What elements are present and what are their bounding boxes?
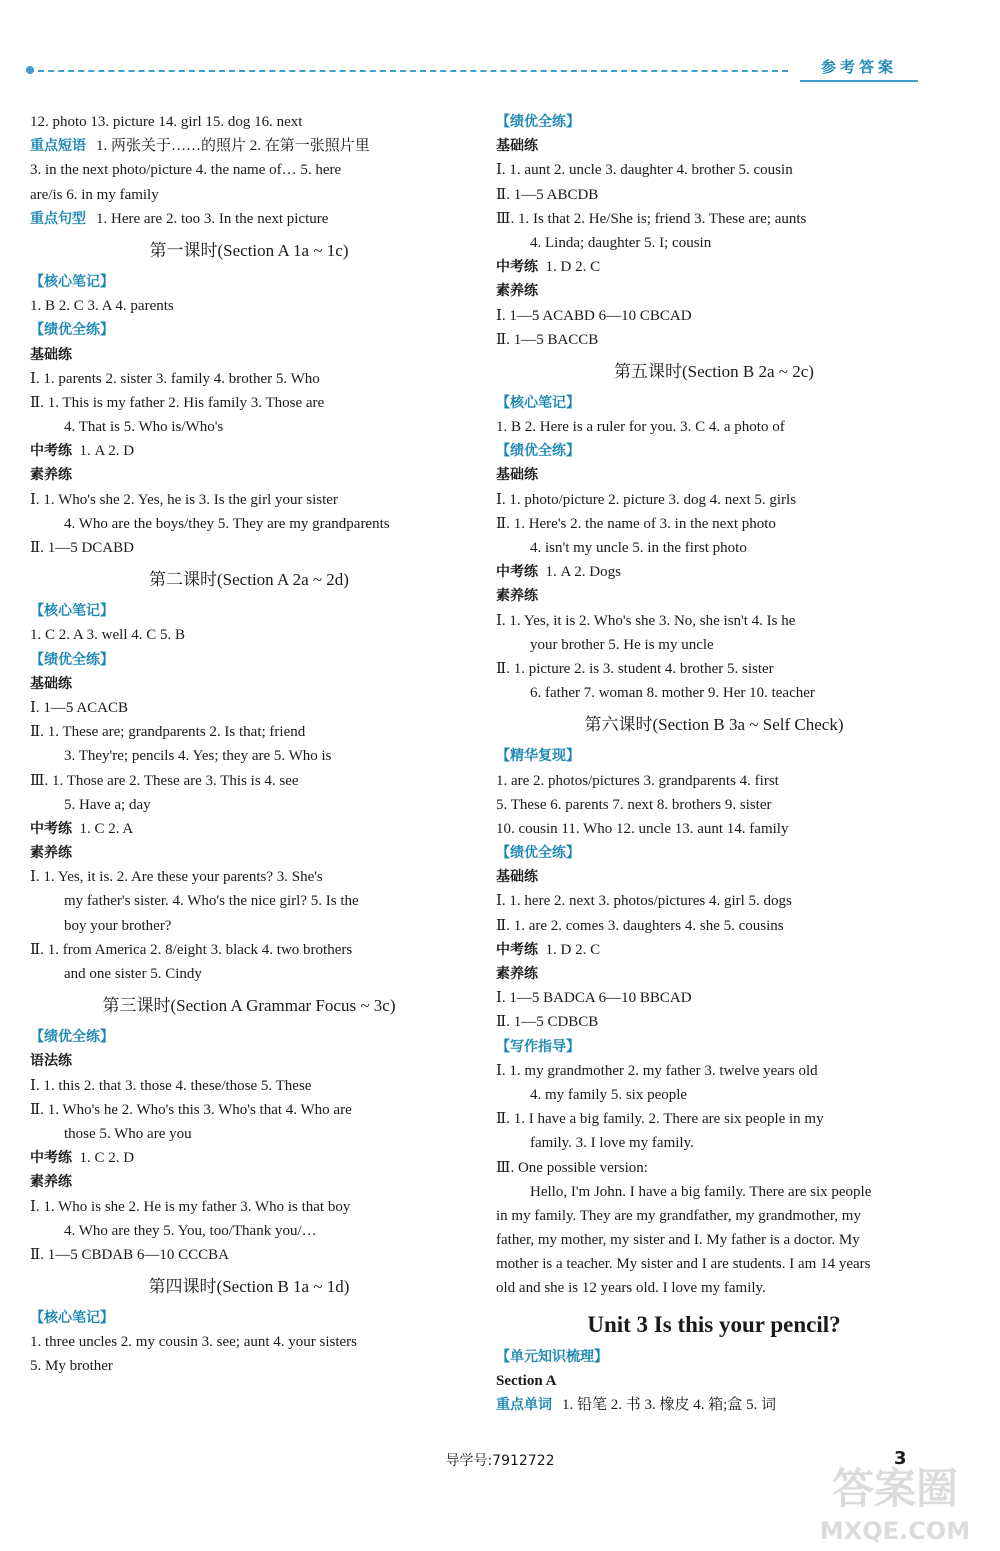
answer-line: Ⅰ. 1. Yes, it is 2. Who's she 3. No, she isn't 4. Is he — [496, 612, 796, 629]
answer-line: 5. Have a; day — [64, 796, 151, 813]
header-title: 参考答案 — [800, 54, 918, 82]
answer-line: 4. isn't my uncle 5. in the first photo — [530, 540, 747, 556]
answer-line: Ⅱ. 1—5 BACCB — [496, 331, 599, 348]
section-tag: 【写作指导】 — [496, 1038, 580, 1055]
key-words-tag: 重点单词 — [496, 1397, 552, 1413]
section-tag: 【绩优全练】 — [30, 1029, 114, 1046]
answer-line: Ⅰ. 1. parents 2. sister 3. family 4. brother 5. Who — [30, 370, 320, 387]
answer-line: Ⅰ. 1. here 2. next 3. photos/pictures 4. girl 5. dogs — [496, 893, 792, 910]
answer-line: Ⅰ. 1. Yes, it is. 2. Are these your parents? 3. She's — [30, 869, 323, 886]
exercise-label: 素养练 — [496, 966, 538, 982]
answer-line: Ⅰ. 1. my grandmother 2. my father 3. twelve years old — [496, 1062, 818, 1079]
lesson-heading: 第二课时(Section A 2a ~ 2d) — [149, 570, 349, 590]
left-column — [30, 110, 468, 1379]
section-tag: 【绩优全练】 — [30, 322, 114, 339]
answer-line: 6. father 7. woman 8. mother 9. Her 10. teacher — [530, 685, 815, 702]
exercise-label: 中考练 — [30, 820, 72, 837]
exercise-label: 语法练 — [30, 1053, 72, 1070]
page-number: 3 — [894, 1448, 907, 1469]
answer-line: Ⅰ. 1—5 ACACB — [30, 699, 129, 716]
answer-line: 1. C 2. A 3. well 4. C 5. B — [30, 627, 186, 644]
answer-line: Ⅱ. 1. Here's 2. the name of 3. in the next photo — [496, 515, 776, 532]
essay-line: mother is a teacher. My sister and I are students. I am 14 years — [496, 1256, 871, 1273]
answer-line: 3. in the next photo/picture 4. the name of… 5. here — [30, 162, 342, 179]
answer-line: Ⅲ. 1. Those are 2. These are 3. This is 4. see — [30, 772, 299, 789]
lesson-heading: 第五课时(Section B 2a ~ 2c) — [614, 361, 814, 381]
answer-line: 1. are 2. photos/pictures 3. grandparents 4. first — [496, 772, 779, 789]
exercise-label: 基础练 — [30, 675, 72, 692]
answer-line: 1. three uncles 2. my cousin 3. see; aunt 4. your sisters — [30, 1334, 358, 1351]
answer-line: Ⅰ. 1. aunt 2. uncle 3. daughter 4. brother 5. cousin — [496, 162, 793, 179]
answer-line: Ⅱ. 1. are 2. comes 3. daughters 4. she 5. cousins — [496, 917, 784, 934]
lesson-heading: 第一课时(Section A 1a ~ 1c) — [149, 240, 349, 260]
section-tag: 【绩优全练】 — [496, 845, 580, 862]
exercise-label: 基础练 — [496, 467, 538, 484]
section-tag: 【核心笔记】 — [30, 1310, 114, 1327]
watermark-logo — [800, 1455, 990, 1547]
answer-line: 中考练 1. C 2. A — [30, 820, 134, 837]
footer-code: 导学号:7912722 — [445, 1453, 555, 1469]
answer-line: 5. These 6. parents 7. next 8. brothers 9. sister — [496, 796, 772, 813]
answer-line: Ⅰ. 1. Who's she 2. Yes, he is 3. Is the girl your sister — [30, 491, 338, 508]
answer-line: Ⅱ. 1. This is my father 2. His family 3. Those are — [30, 394, 325, 411]
answer-line: my father's sister. 4. Who's the nice girl? 5. Is the — [64, 893, 359, 910]
answer-line: 中考练 1. D 2. C — [496, 941, 601, 958]
answer-line: 中考练 1. A 2. D — [30, 443, 135, 460]
answer-line: your brother 5. He is my uncle — [530, 636, 714, 653]
answer-line: family. 3. I love my family. — [530, 1135, 694, 1152]
section-tag: 【绩优全练】 — [30, 651, 114, 668]
answer-line: Ⅱ. 1—5 CDBCB — [496, 1014, 599, 1031]
lesson-heading: 第四课时(Section B 1a ~ 1d) — [148, 1277, 350, 1297]
section-tag: 【绩优全练】 — [496, 114, 580, 130]
answer-line: are/is 6. in my family — [30, 186, 159, 203]
essay-line: in my family. They are my grandfather, my grandmother, my — [496, 1207, 861, 1224]
unit-title: Unit 3 Is this your pencil? — [587, 1311, 841, 1337]
exercise-label: 中考练 — [30, 1150, 72, 1167]
answer-line: 1. B 2. Here is a ruler for you. 3. C 4. a photo of — [496, 419, 785, 436]
section-tag: 【核心笔记】 — [496, 394, 580, 411]
answer-line: Ⅱ. 1. I have a big family. 2. There are six people in my — [496, 1111, 824, 1128]
answer-line: Ⅱ. 1—5 ABCDB — [496, 186, 599, 203]
exercise-label: 素养练 — [30, 467, 72, 484]
answer-line: Ⅱ. 1. from America 2. 8/eight 3. black 4. two brothers — [30, 941, 353, 958]
answer-line: 10. cousin 11. Who 12. uncle 13. aunt 14. family — [496, 820, 789, 837]
exercise-label: 中考练 — [496, 564, 538, 581]
answer-line: 3. They're; pencils 4. Yes; they are 5. Who is — [64, 748, 332, 765]
essay-line: old and she is 12 years old. I love my family. — [496, 1280, 766, 1297]
section-tag: 【核心笔记】 — [30, 273, 114, 290]
exercise-label: 中考练 — [496, 941, 538, 958]
answer-line: Ⅲ. 1. Is that 2. He/She is; friend 3. These are; aunts — [496, 210, 807, 227]
answer-line: Ⅱ. 1. These are; grandparents 2. Is that; friend — [30, 724, 306, 741]
essay-line: father, my mother, my sister and I. My father is a doctor. My — [496, 1232, 860, 1249]
essay-line: Hello, I'm John. I have a big family. There are six people — [530, 1183, 872, 1200]
answer-line: 4. my family 5. six people — [530, 1086, 688, 1103]
answer-line: 4. Who are they 5. You, too/Thank you/… — [64, 1222, 317, 1239]
exercise-label: 素养练 — [30, 845, 72, 862]
answer-line: and one sister 5. Cindy — [64, 966, 202, 982]
exercise-label: 中考练 — [30, 443, 72, 460]
answer-line: Ⅱ. 1. Who's he 2. Who's this 3. Who's that 4. Who are — [30, 1101, 352, 1118]
exercise-label: 基础练 — [30, 346, 72, 363]
answer-line: Ⅱ. 1—5 DCABD — [30, 540, 134, 556]
answer-line: Ⅱ. 1—5 CBDAB 6—10 CCCBA — [30, 1246, 229, 1263]
answer-line: 中考练 1. A 2. Dogs — [496, 564, 621, 581]
answer-line: Ⅰ. 1—5 ACABD 6—10 CBCAD — [496, 307, 692, 324]
header-divider — [28, 70, 788, 72]
exercise-label: 中考练 — [496, 259, 538, 276]
answer-line: Ⅰ. 1. this 2. that 3. those 4. these/those 5. These — [30, 1077, 312, 1094]
section-tag: 【核心笔记】 — [30, 603, 114, 620]
answer-line: 重点句型 1. Here are 2. too 3. In the next picture — [30, 210, 329, 227]
section-tag: 【单元知识梳理】 — [496, 1348, 608, 1365]
exercise-label: 基础练 — [496, 869, 538, 886]
exercise-label: 素养练 — [496, 588, 538, 605]
key-phrases-tag: 重点短语 — [30, 138, 86, 155]
lesson-heading: 第三课时(Section A Grammar Focus ~ 3c) — [102, 996, 396, 1016]
watermark-url: MXQE.COM — [819, 1517, 971, 1545]
section-tag: 【绩优全练】 — [496, 443, 580, 460]
answer-line: boy your brother? — [64, 917, 172, 934]
answer-line: Ⅱ. 1. picture 2. is 3. student 4. brother 5. sister — [496, 660, 774, 677]
right-column — [496, 110, 932, 1417]
answer-line: 中考练 1. C 2. D — [30, 1150, 135, 1167]
answer-line: 4. Who are the boys/they 5. They are my grandparents — [64, 515, 390, 532]
exercise-label: 基础练 — [496, 138, 538, 155]
section-tag: 【精华复现】 — [496, 748, 580, 765]
exercise-label: 素养练 — [30, 1174, 72, 1191]
exercise-label: 素养练 — [496, 283, 538, 300]
answer-line: Ⅰ. 1—5 BADCA 6—10 BBCAD — [496, 990, 692, 1007]
answer-line: 4. That is 5. Who is/Who's — [64, 419, 224, 436]
watermark-text: 答案圈 — [831, 1464, 959, 1513]
answer-line: Ⅰ. 1. photo/picture 2. picture 3. dog 4. next 5. girls — [496, 491, 797, 508]
answer-line: Ⅰ. 1. Who is she 2. He is my father 3. Who is that boy — [30, 1198, 351, 1215]
answer-line: 1. B 2. C 3. A 4. parents — [30, 298, 174, 315]
answer-line: 中考练 1. D 2. C — [496, 259, 601, 276]
section-a-label: Section A — [496, 1372, 557, 1389]
answer-line: 12. photo 13. picture 14. girl 15. dog 16. next — [30, 114, 303, 130]
lesson-heading: 第六课时(Section B 3a ~ Self Check) — [584, 715, 844, 735]
key-sentences-tag: 重点句型 — [30, 210, 86, 227]
answer-line: those 5. Who are you — [64, 1125, 192, 1142]
answer-line: Ⅲ. One possible version: — [496, 1159, 648, 1176]
answer-line: 4. Linda; daughter 5. I; cousin — [530, 234, 712, 251]
answer-line: 重点短语 1. 两张关于……的照片 2. 在第一张照片里 — [30, 138, 370, 155]
answer-line: 重点单词 1. 铅笔 2. 书 3. 橡皮 4. 箱;盒 5. 词 — [496, 1397, 777, 1413]
answer-line: 5. My brother — [30, 1358, 113, 1375]
